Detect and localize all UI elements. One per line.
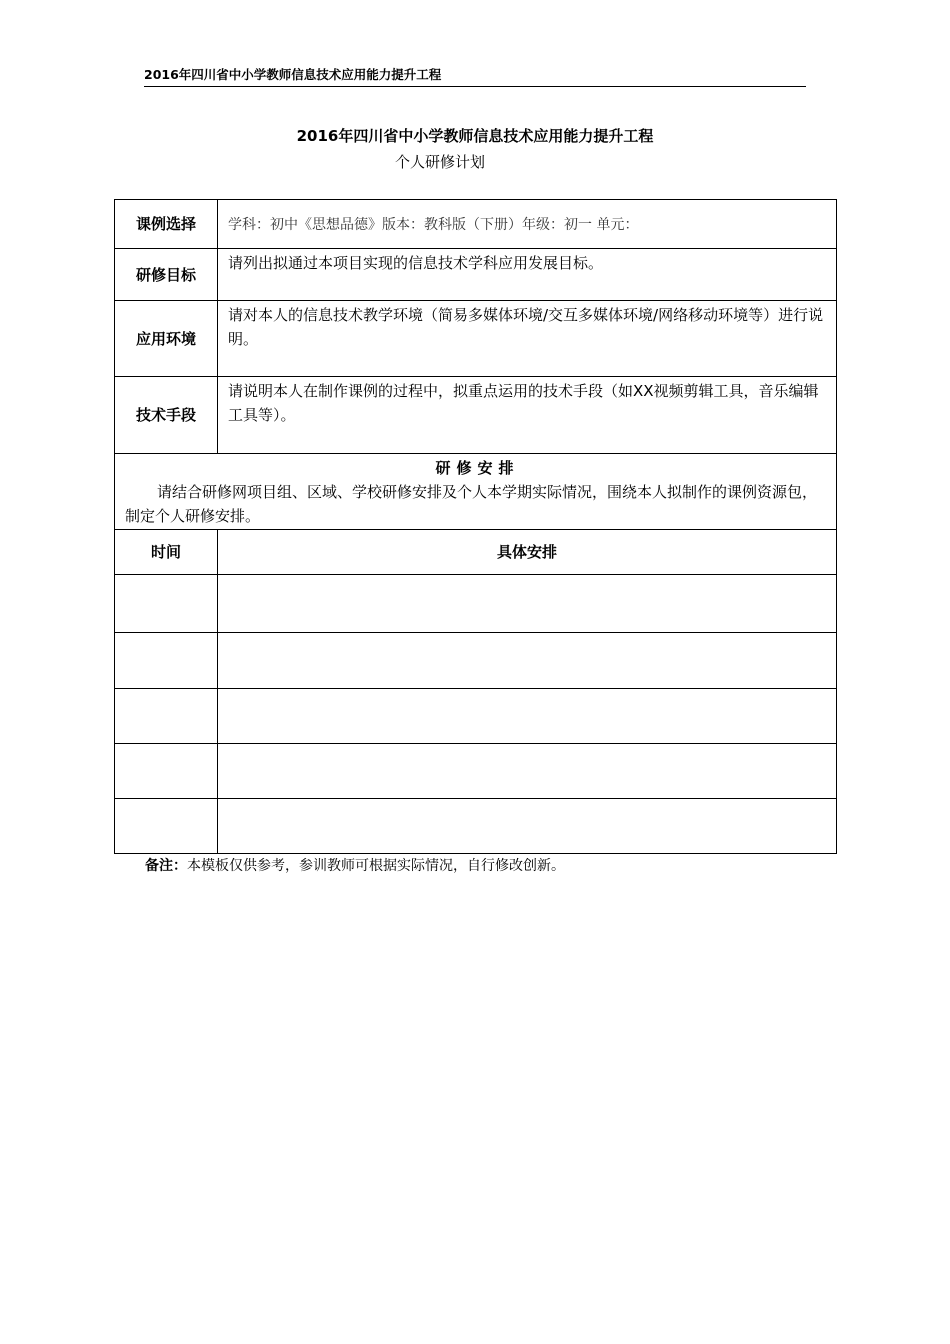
- schedule-detail-cell[interactable]: [218, 633, 837, 689]
- schedule-time-cell[interactable]: [115, 799, 218, 854]
- technique-field[interactable]: 请说明本人在制作课例的过程中，拟重点运用的技术手段（如XX视频剪辑工具，音乐编辑工具等）。: [218, 377, 837, 454]
- environment-field[interactable]: 请对本人的信息技术教学环境（简易多媒体环境/交互多媒体环境/网络移动环境等）进行说明。: [218, 301, 837, 377]
- table-row: [115, 689, 837, 744]
- table-row: [115, 633, 837, 689]
- schedule-detail-cell[interactable]: [218, 575, 837, 633]
- row-label-goal: 研修目标: [115, 249, 218, 301]
- table-row: [115, 249, 837, 301]
- column-header-detail: 具体安排: [218, 530, 837, 575]
- plan-table: [114, 199, 837, 854]
- document-title: 2016年四川省中小学教师信息技术应用能力提升工程: [296, 127, 654, 145]
- running-header: 2016年四川省中小学教师信息技术应用能力提升工程: [144, 66, 806, 87]
- table-row: [115, 301, 837, 377]
- arrangement-section: [115, 454, 837, 530]
- row-label-course: 课例选择: [115, 200, 218, 249]
- schedule-time-cell[interactable]: [115, 575, 218, 633]
- schedule-header-row: [115, 530, 837, 575]
- schedule-time-cell[interactable]: [115, 689, 218, 744]
- table-row: [115, 799, 837, 854]
- schedule-detail-cell[interactable]: [218, 689, 837, 744]
- schedule-time-cell[interactable]: [115, 633, 218, 689]
- document-subtitle: 个人研修计划: [395, 153, 486, 171]
- footnote-label: 备注：: [145, 858, 187, 874]
- column-header-time: 时间: [115, 530, 218, 575]
- row-label-technique: 技术手段: [115, 377, 218, 454]
- footnote-text: 本模板仅供参考，参训教师可根据实际情况，自行修改创新。: [187, 858, 565, 874]
- table-row: [115, 744, 837, 799]
- schedule-detail-cell[interactable]: [218, 744, 837, 799]
- footnote: [145, 855, 565, 875]
- table-row: [115, 454, 837, 530]
- table-row: [115, 575, 837, 633]
- arrangement-heading: 研修安排: [435, 459, 520, 477]
- table-row: [115, 200, 837, 249]
- row-label-environment: 应用环境: [115, 301, 218, 377]
- schedule-detail-cell[interactable]: [218, 799, 837, 854]
- schedule-time-cell[interactable]: [115, 744, 218, 799]
- table-row: [115, 377, 837, 454]
- research-goal-field[interactable]: 请列出拟通过本项目实现的信息技术学科应用发展目标。: [218, 249, 837, 301]
- arrangement-instructions: 请结合研修网项目组、区域、学校研修安排及个人本学期实际情况，围绕本人拟制作的课例资源包，制定个人研修安排。: [125, 483, 818, 525]
- course-selection-field[interactable]: 学科：初中《思想品德》版本：教科版（下册）年级：初一 单元：: [218, 200, 837, 249]
